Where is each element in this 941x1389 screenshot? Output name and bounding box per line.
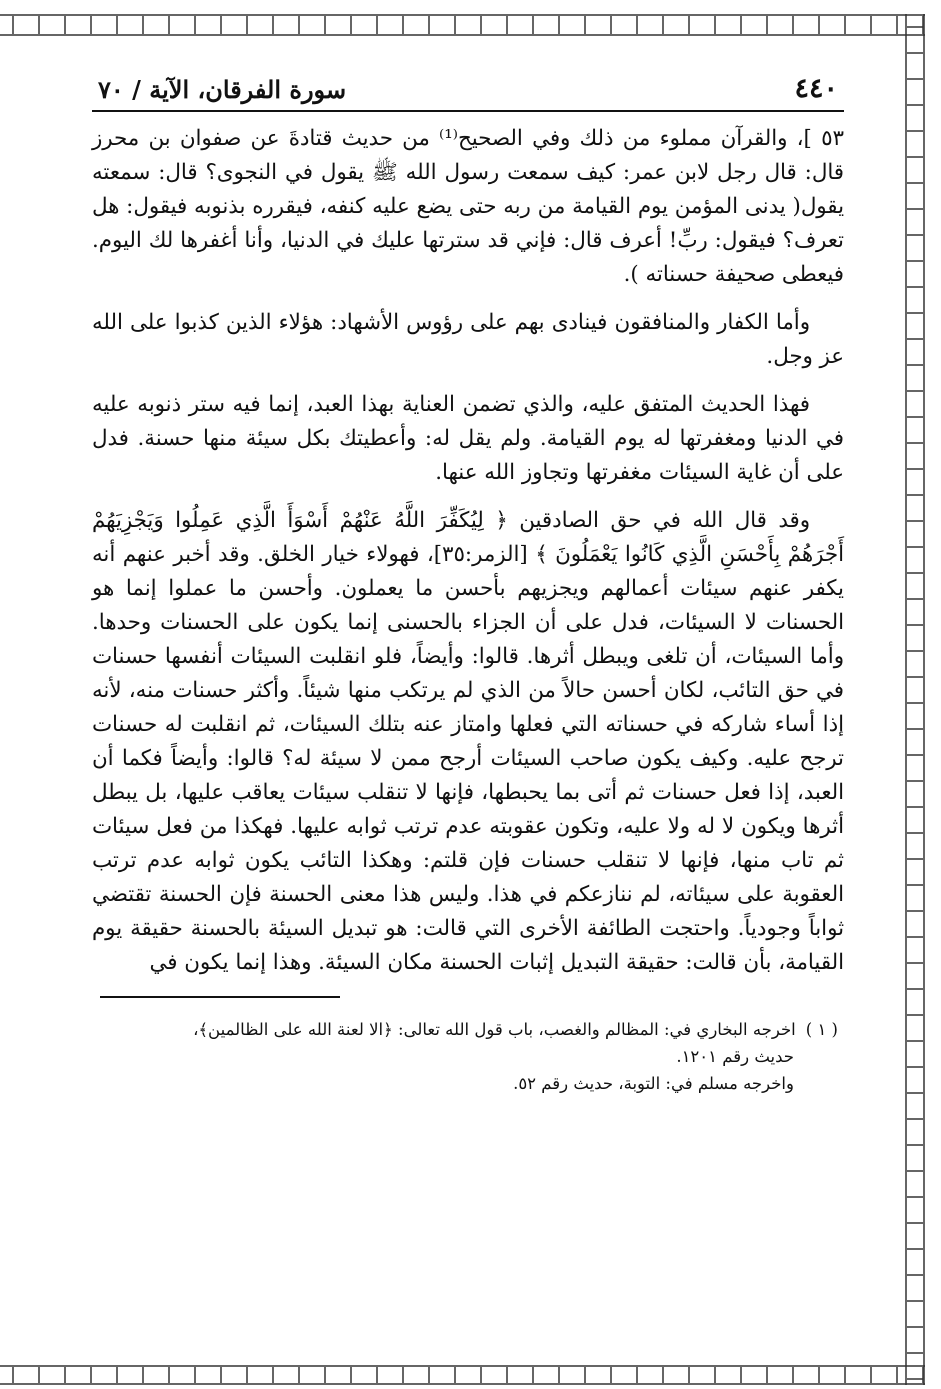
footnote-1-mark: ( ١ ) <box>805 1020 838 1039</box>
footnote-separator <box>100 996 340 998</box>
paragraph-hadith: ٥٣ ]، والقرآن مملوء من ذلك وفي الصحيح⁽¹⁾ من حديث قتادةَ عن صفوان بن محرز قال: قال رجل لابن عمر: كيف سمعت رسول الله ﷺ يقول في النجوى؟ قال: سمعته يقول( يدنى المؤمن يوم القيامة من ربه حتى يضع عليه كنفه، فيقرره بذنوبه فيقول: هل تعرف؟ فيقول: ربِّ! أعرف قال: فإني قد سترتها عليك في الدنيا، وأنا أغفرها لك اليوم. فيعطى صحيفة حسناته ). <box>92 126 844 287</box>
footnote-1-text: اخرجه البخاري في: المظالم والغصب، باب قول الله تعالى: ﴿الا لعنة الله على الظالمين﴾، <box>193 1020 796 1039</box>
footnote-2-text: واخرجه مسلم في: التوبة، حديث رقم ٥٢. <box>513 1074 794 1093</box>
footnotes <box>92 1016 844 1097</box>
page-number: ٤٤٠ <box>794 73 838 104</box>
page-header <box>92 70 844 112</box>
ornamental-border-top <box>0 14 925 36</box>
running-title: سورة الفرقان، الآية / ٧٠ <box>98 75 347 104</box>
footnote-1 <box>92 1016 838 1043</box>
ornamental-border-bottom <box>0 1365 925 1385</box>
book-page <box>92 70 844 1097</box>
footnote-separator-wrap <box>92 980 844 998</box>
body-text <box>92 122 844 980</box>
paragraph-muttafaq: فهذا الحديث المتفق عليه، والذي تضمن العناية بهذا العبد، إنما فيه ستر ذنوبه عليه في الدنيا ومغفرتها له يوم القيامة. ولم يقل له: وأعطيتك بكل سيئة منها حسنة. فدل على أن غاية السيئات مغفرتها وتجاوز الله عنها. <box>92 392 844 485</box>
ornamental-border-right <box>905 14 925 1385</box>
paragraph-kuffar: وأما الكفار والمنافقون فينادى بهم على رؤوس الأشهاد: هؤلاء الذين كذبوا على الله عز وجل. <box>92 310 844 369</box>
paragraph-sadiqin: وقد قال الله في حق الصادقين ﴿ لِيُكَفِّرَ اللَّهُ عَنْهُمْ أَسْوَأَ الَّذِي عَمِلُوا وَيَجْزِيَهُمْ أَجْرَهُمْ بِأَحْسَنِ الَّذِي كَانُوا يَعْمَلُونَ ﴾ [الزمر:٣٥]، فهولاء خيار الخلق. وقد أخبر عنهم أنه يكفر عنهم سيئات أعمالهم ويجزيهم بأحسن ما يعملون. وأحسن ما عملوا إنما هو الحسنات لا السيئات، فدل على أن الجزاء بالحسنى إنما يكون على الحسنات وحدها. وأما السيئات، أن تلغى ويبطل أثرها. قالوا: وأيضاً، فلو انقلبت السيئات أنفسها حسنات في حق التائب، لكان أحسن حالاً من الذي لم يرتكب منها شيئاً. وأكثر حسنات منه، لأنه إذا أساء شاركه في حسناته التي فعلها وامتاز عنه بتلك السيئات، ثم انقلبت له حسنات ترجح عليه. وكيف يكون صاحب السيئات أرجح ممن لا سيئة له؟ قالوا: وأيضاً فكما أن العبد، إذا فعل حسنات ثم أتى بما يحبطها، فإنها لا تنقلب سيئات يعاقب عليها، بل يبطل أثرها ويكون لا له ولا عليه، وتكون عقوبته عدم ترتب ثوابه عليها. فهكذا من فعل سيئات ثم تاب منها، فإنها لا تنقلب حسنات فإن قلتم: وهكذا التائب يكون ثوابه عدم ترتب العقوبة على سيئاته، لم ننازعكم في هذا. وليس هذا معنى الحسنة فإن الحسنة تقتضي ثواباً وجودياً. واحتجت الطائفة الأخرى التي قالت: هو تبديل السيئة بالحسنة حقيقة يوم القيامة، بأن قالت: حقيقة التبديل إثبات الحسنة مكان السيئة. وهذا إنما يكون في <box>92 508 844 975</box>
footnote-1-continuation: حديث رقم ١٢٠١. <box>676 1047 794 1066</box>
